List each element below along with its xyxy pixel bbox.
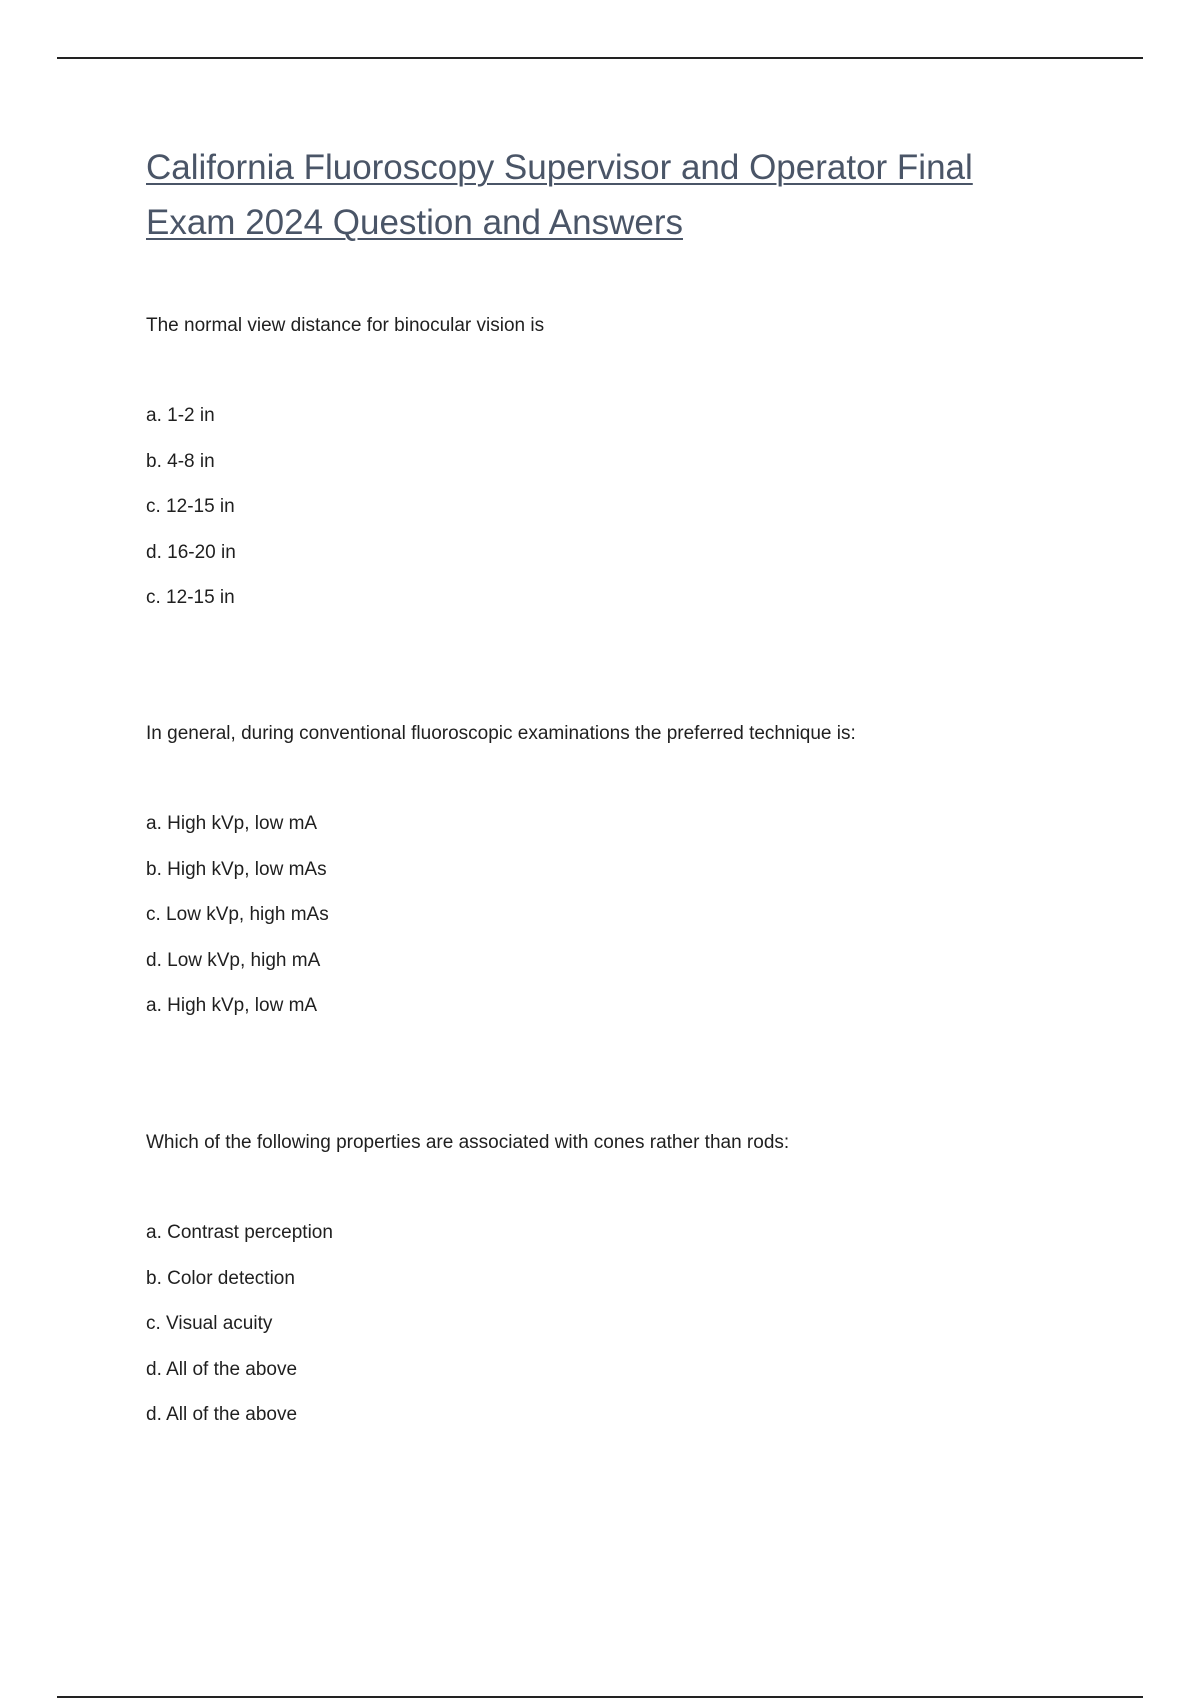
question-stem: The normal view distance for binocular vision is xyxy=(146,315,545,336)
option-b: b. 4-8 in xyxy=(146,450,215,472)
question-2 xyxy=(146,722,1146,1016)
document-title xyxy=(146,140,1066,250)
correct-answer: d. All of the above xyxy=(146,1404,298,1425)
title-line-1: California Fluoroscopy Supervisor and Operator Final xyxy=(146,148,973,187)
answer-options xyxy=(146,1221,333,1449)
correct-answer: c. 12-15 in xyxy=(146,587,235,608)
correct-answer: a. High kVp, low mA xyxy=(146,995,318,1016)
question-1 xyxy=(146,314,1146,608)
option-b: b. High kVp, low mAs xyxy=(146,858,327,880)
option-a: a. 1-2 in xyxy=(146,405,215,426)
question-3 xyxy=(146,1131,1146,1425)
option-a: a. High kVp, low mA xyxy=(146,813,318,834)
answer-options xyxy=(146,812,329,1040)
option-c: c. Visual acuity xyxy=(146,1313,273,1334)
option-b: b. Color detection xyxy=(146,1267,295,1289)
option-d: d. Low kVp, high mA xyxy=(146,949,321,971)
footer-rule xyxy=(57,1696,1143,1698)
answer-options xyxy=(146,404,236,632)
option-c: c. 12-15 in xyxy=(146,496,235,517)
question-stem: In general, during conventional fluoroscopic examinations the preferred technique is: xyxy=(146,723,856,744)
header-rule xyxy=(57,57,1143,59)
title-line-2: Exam 2024 Question and Answers xyxy=(146,203,683,242)
option-c: c. Low kVp, high mAs xyxy=(146,904,329,925)
option-d: d. 16-20 in xyxy=(146,541,236,563)
option-a: a. Contrast perception xyxy=(146,1222,333,1243)
question-stem: Which of the following properties are associated with cones rather than rods: xyxy=(146,1132,790,1153)
option-d: d. All of the above xyxy=(146,1358,298,1380)
